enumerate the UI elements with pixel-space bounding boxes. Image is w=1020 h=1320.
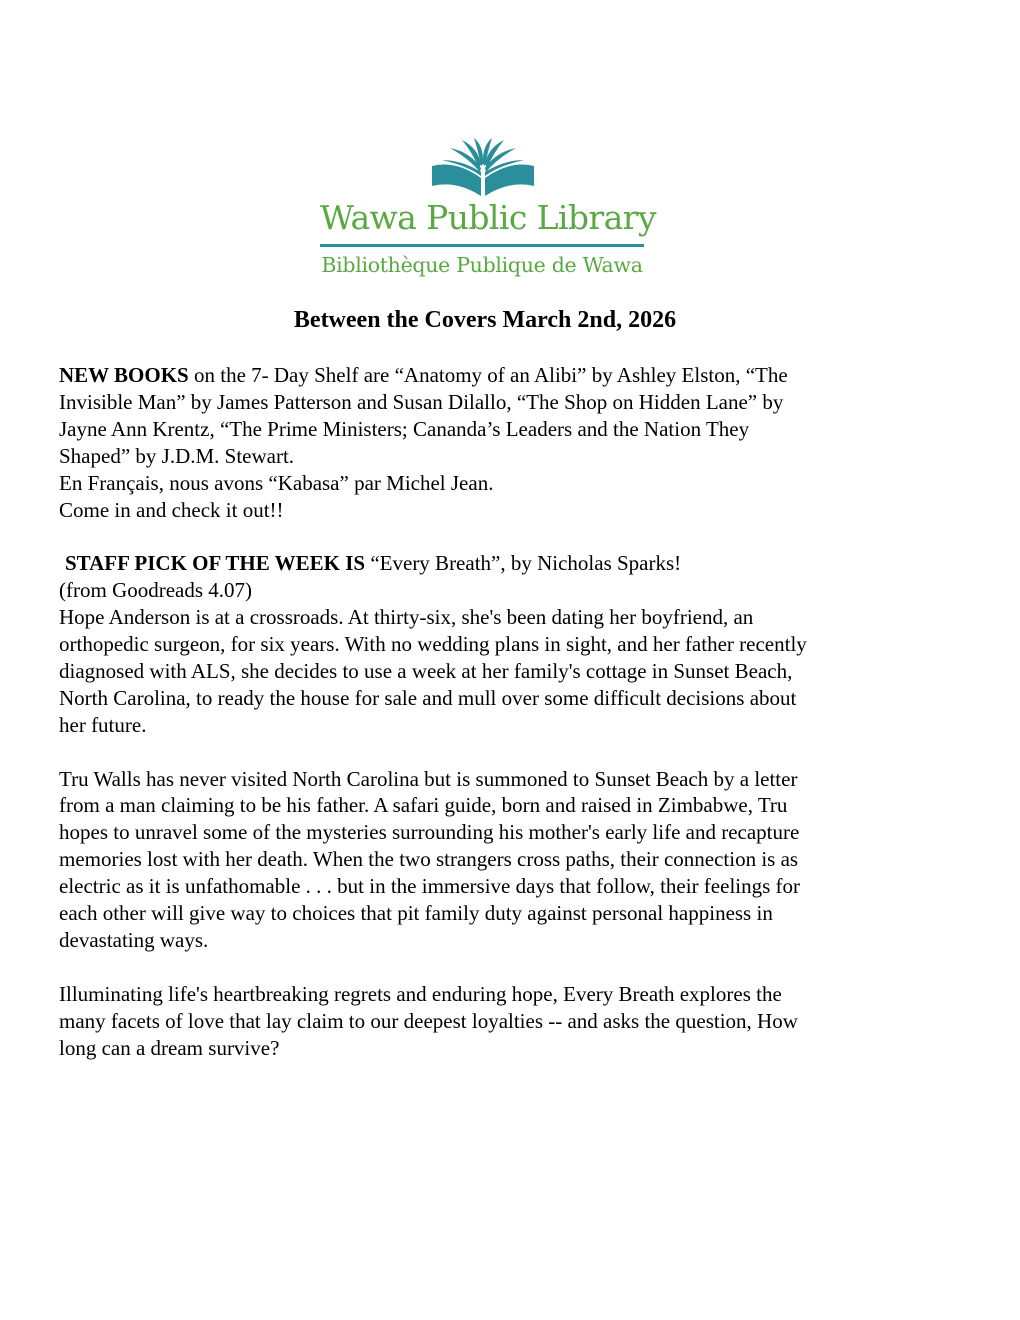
new-books-line: Jayne Ann Krentz, “The Prime Ministers; Cananda’s Leaders and the Nation They (59, 416, 750, 441)
staff-pick-rating: (from Goodreads 4.07) (59, 578, 253, 603)
page-title: Between the Covers March 2nd, 2026 (293, 307, 677, 333)
synopsis-line: Tru Walls has never visited North Carolina but is summoned to Sunset Beach by a letter (59, 766, 798, 791)
library-logo (310, 136, 655, 286)
paragraph-gap (59, 523, 959, 550)
synopsis-line: each other will give way to choices that pit family duty against personal happiness in (59, 901, 773, 926)
french-books-line: En Français, nous avons “Kabasa” par Michel Jean. (59, 470, 494, 495)
library-french-name: Bibliothèque Publique de Wawa (321, 253, 643, 277)
staff-pick-book: “Every Breath”, by Nicholas Sparks! (365, 551, 682, 576)
new-books-line: Shaped” by J.D.M. Stewart. (59, 443, 295, 468)
open-book-logo-icon (428, 136, 538, 198)
synopsis-line: memories lost with her death. When the two strangers cross paths, their connection is as (59, 847, 799, 872)
synopsis-line: diagnosed with ALS, she decides to use a week at her family's cottage in Sunset Beach, (59, 658, 793, 683)
new-books-line: Invisible Man” by James Patterson and Susan Dilallo, “The Shop on Hidden Lane” by (59, 389, 784, 414)
staff-pick-line (59, 550, 959, 577)
new-books-line: on the 7- Day Shelf are “Anatomy of an Alibi” by Ashley Elston, “The (188, 363, 788, 387)
synopsis-line: from a man claiming to be his father. A safari guide, born and raised in Zimbabwe, Tru (59, 793, 788, 818)
library-name: Wawa Public Library (320, 198, 656, 237)
synopsis-line: North Carolina, to ready the house for sale and mull over some difficult decisions about (59, 685, 797, 710)
staff-pick-heading: STAFF PICK OF THE WEEK IS (65, 551, 366, 576)
synopsis-line: many facets of love that lay claim to our deepest loyalties -- and asks the question, How (59, 1008, 798, 1033)
paragraph-gap (59, 739, 959, 766)
newsletter-body (59, 362, 959, 1062)
invite-line: Come in and check it out!! (59, 497, 284, 522)
synopsis-line: electric as it is unfathomable . . . but in the immersive days that follow, their feelings for (59, 874, 801, 899)
synopsis-line: Illuminating life's heartbreaking regrets and enduring hope, Every Breath explores the (59, 981, 782, 1006)
new-books-heading: NEW BOOKS (59, 363, 189, 387)
paragraph-gap (59, 954, 959, 981)
synopsis-paragraph-1 (59, 604, 959, 739)
synopsis-line: her future. (59, 712, 147, 737)
synopsis-line: devastating ways. (59, 928, 209, 952)
synopsis-line: orthopedic surgeon, for six years. With no wedding plans in sight, and her father recently (59, 632, 807, 657)
synopsis-line: hopes to unravel some of the mysteries surrounding his mother's early life and recapture (59, 820, 800, 845)
synopsis-line: long can a dream survive? (59, 1035, 280, 1060)
synopsis-line: Hope Anderson is at a crossroads. At thirty-six, she's been dating her boyfriend, an (59, 605, 754, 630)
synopsis-paragraph-2 (59, 766, 959, 954)
logo-divider (320, 244, 644, 247)
new-books-paragraph (59, 362, 959, 523)
synopsis-paragraph-3 (59, 981, 959, 1062)
